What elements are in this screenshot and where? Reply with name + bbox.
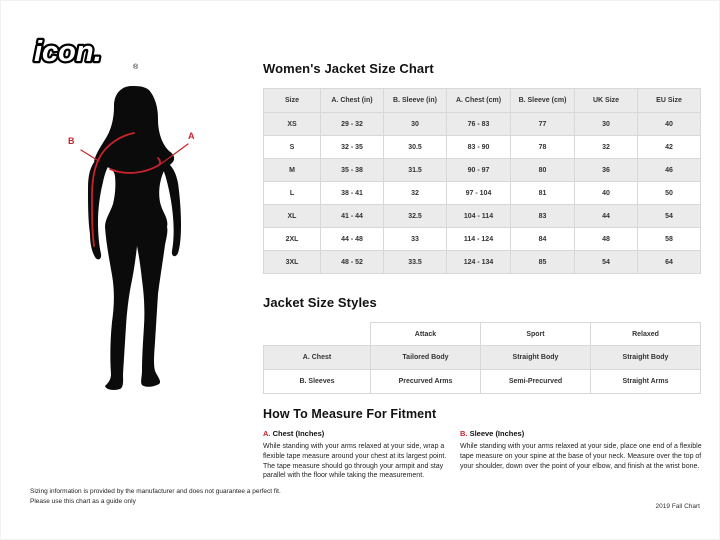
table-cell: M: [264, 159, 321, 182]
column-header: Size: [264, 89, 321, 113]
table-cell: Straight Body: [591, 346, 701, 370]
table-cell: 32 - 35: [321, 136, 384, 159]
column-header: Attack: [371, 323, 481, 346]
table-cell: 54: [575, 251, 638, 274]
table-cell: 36: [575, 159, 638, 182]
column-header: B. Sleeve (cm): [511, 89, 575, 113]
female-silhouette-icon: [30, 70, 260, 400]
table-cell: 114 - 124: [447, 228, 511, 251]
table-cell: 44 - 48: [321, 228, 384, 251]
column-header: Relaxed: [591, 323, 701, 346]
table-cell: 50: [638, 182, 701, 205]
label-b-pointer-line: [81, 150, 97, 160]
chart-edition: 2019 Fall Chart: [655, 503, 700, 510]
table-row: [264, 251, 701, 274]
table-row: [264, 370, 701, 394]
column-header: UK Size: [575, 89, 638, 113]
sleeve-instructions-text: While standing with your arms relaxed at your side, place one end of a flexible tape measure on your spine at the base of your neck. Measure over the top of your shoulder, down over the point of your elbow, and finish at the wrist bone.: [460, 442, 702, 470]
table-cell: 40: [575, 182, 638, 205]
table-cell: 41 - 44: [321, 205, 384, 228]
icon-logo-icon: [28, 28, 148, 72]
table-cell: S: [264, 136, 321, 159]
column-header: B. Sleeve (in): [384, 89, 447, 113]
table-cell: 46: [638, 159, 701, 182]
chest-instructions-text: While standing with your arms relaxed at your side, wrap a flexible tape measure around your chest at its largest point. The tape measure should go through your armpit and stay parallel with the floor while taking the measurement.: [263, 442, 447, 480]
table-row: [264, 182, 701, 205]
silhouette-body: [94, 86, 174, 390]
table-cell: 42: [638, 136, 701, 159]
table-cell: 40: [638, 113, 701, 136]
table-cell: 124 - 134: [447, 251, 511, 274]
size-chart-title: Women's Jacket Size Chart: [263, 61, 434, 76]
table-cell: 48 - 52: [321, 251, 384, 274]
table-cell: XS: [264, 113, 321, 136]
column-header: A. Chest (in): [321, 89, 384, 113]
table-cell: 76 - 83: [447, 113, 511, 136]
table-cell: Straight Arms: [591, 370, 701, 394]
sleeve-label: Sleeve (Inches): [467, 429, 525, 438]
table-cell: 85: [511, 251, 575, 274]
table-cell: 32.5: [384, 205, 447, 228]
table-cell: 90 - 97: [447, 159, 511, 182]
table-cell: 35 - 38: [321, 159, 384, 182]
sleeve-instructions: [460, 429, 702, 471]
row-header-cell: B. Sleeves: [264, 370, 371, 394]
table-cell: XL: [264, 205, 321, 228]
table-cell: 38 - 41: [321, 182, 384, 205]
table-row: [264, 159, 701, 182]
logo-text: icon.: [34, 36, 102, 68]
sleeve-instructions-heading: [460, 429, 702, 440]
table-cell: 77: [511, 113, 575, 136]
table-row: [264, 136, 701, 159]
figure-label-b: B: [68, 136, 75, 146]
chest-label-prefix: A.: [263, 429, 271, 438]
table-cell: 32: [575, 136, 638, 159]
column-header: Sport: [481, 323, 591, 346]
table-cell: 97 - 104: [447, 182, 511, 205]
table-row: [264, 346, 701, 370]
chest-label: Chest (Inches): [270, 429, 325, 438]
table-cell: 30.5: [384, 136, 447, 159]
table-cell: 2XL: [264, 228, 321, 251]
table-cell: L: [264, 182, 321, 205]
table-cell: 78: [511, 136, 575, 159]
style-chart-table: [263, 322, 701, 394]
table-cell: 32: [384, 182, 447, 205]
table-cell: 30: [384, 113, 447, 136]
column-header: A. Chest (cm): [447, 89, 511, 113]
table-header-row: [264, 323, 701, 346]
table-cell: 44: [575, 205, 638, 228]
table-header-row: [264, 89, 701, 113]
table-cell: Precurved Arms: [371, 370, 481, 394]
disclaimer-line-2: Please use this chart as a guide only: [30, 497, 136, 505]
table-cell: 54: [638, 205, 701, 228]
table-cell: Straight Body: [481, 346, 591, 370]
table-cell: 30: [575, 113, 638, 136]
table-row: [264, 228, 701, 251]
how-to-title: How To Measure For Fitment: [263, 407, 437, 421]
measurement-figure: [30, 70, 260, 400]
table-cell: Semi-Precurved: [481, 370, 591, 394]
table-cell: 80: [511, 159, 575, 182]
table-cell: 33: [384, 228, 447, 251]
table-cell: 48: [575, 228, 638, 251]
table-cell: Tailored Body: [371, 346, 481, 370]
blank-header-cell: [264, 323, 371, 346]
table-cell: 29 - 32: [321, 113, 384, 136]
table-cell: 58: [638, 228, 701, 251]
table-cell: 64: [638, 251, 701, 274]
chest-instructions-heading: [263, 429, 460, 440]
table-cell: 31.5: [384, 159, 447, 182]
row-header-cell: A. Chest: [264, 346, 371, 370]
registered-mark: ®: [133, 64, 139, 71]
table-cell: 81: [511, 182, 575, 205]
style-chart-title: Jacket Size Styles: [263, 295, 377, 310]
table-cell: 83 - 90: [447, 136, 511, 159]
sleeve-label-prefix: B.: [460, 429, 468, 438]
table-cell: 83: [511, 205, 575, 228]
table-row: [264, 205, 701, 228]
table-cell: 104 - 114: [447, 205, 511, 228]
figure-label-a: A: [188, 131, 195, 141]
disclaimer-line-1: Sizing information is provided by the manufacturer and does not guarantee a perfect fit.: [30, 488, 281, 495]
table-cell: 33.5: [384, 251, 447, 274]
chest-instructions: [263, 429, 460, 481]
table-cell: 3XL: [264, 251, 321, 274]
table-cell: 84: [511, 228, 575, 251]
sizing-disclaimer: [30, 487, 330, 507]
column-header: EU Size: [638, 89, 701, 113]
size-chart-table: [263, 88, 701, 274]
table-row: [264, 113, 701, 136]
